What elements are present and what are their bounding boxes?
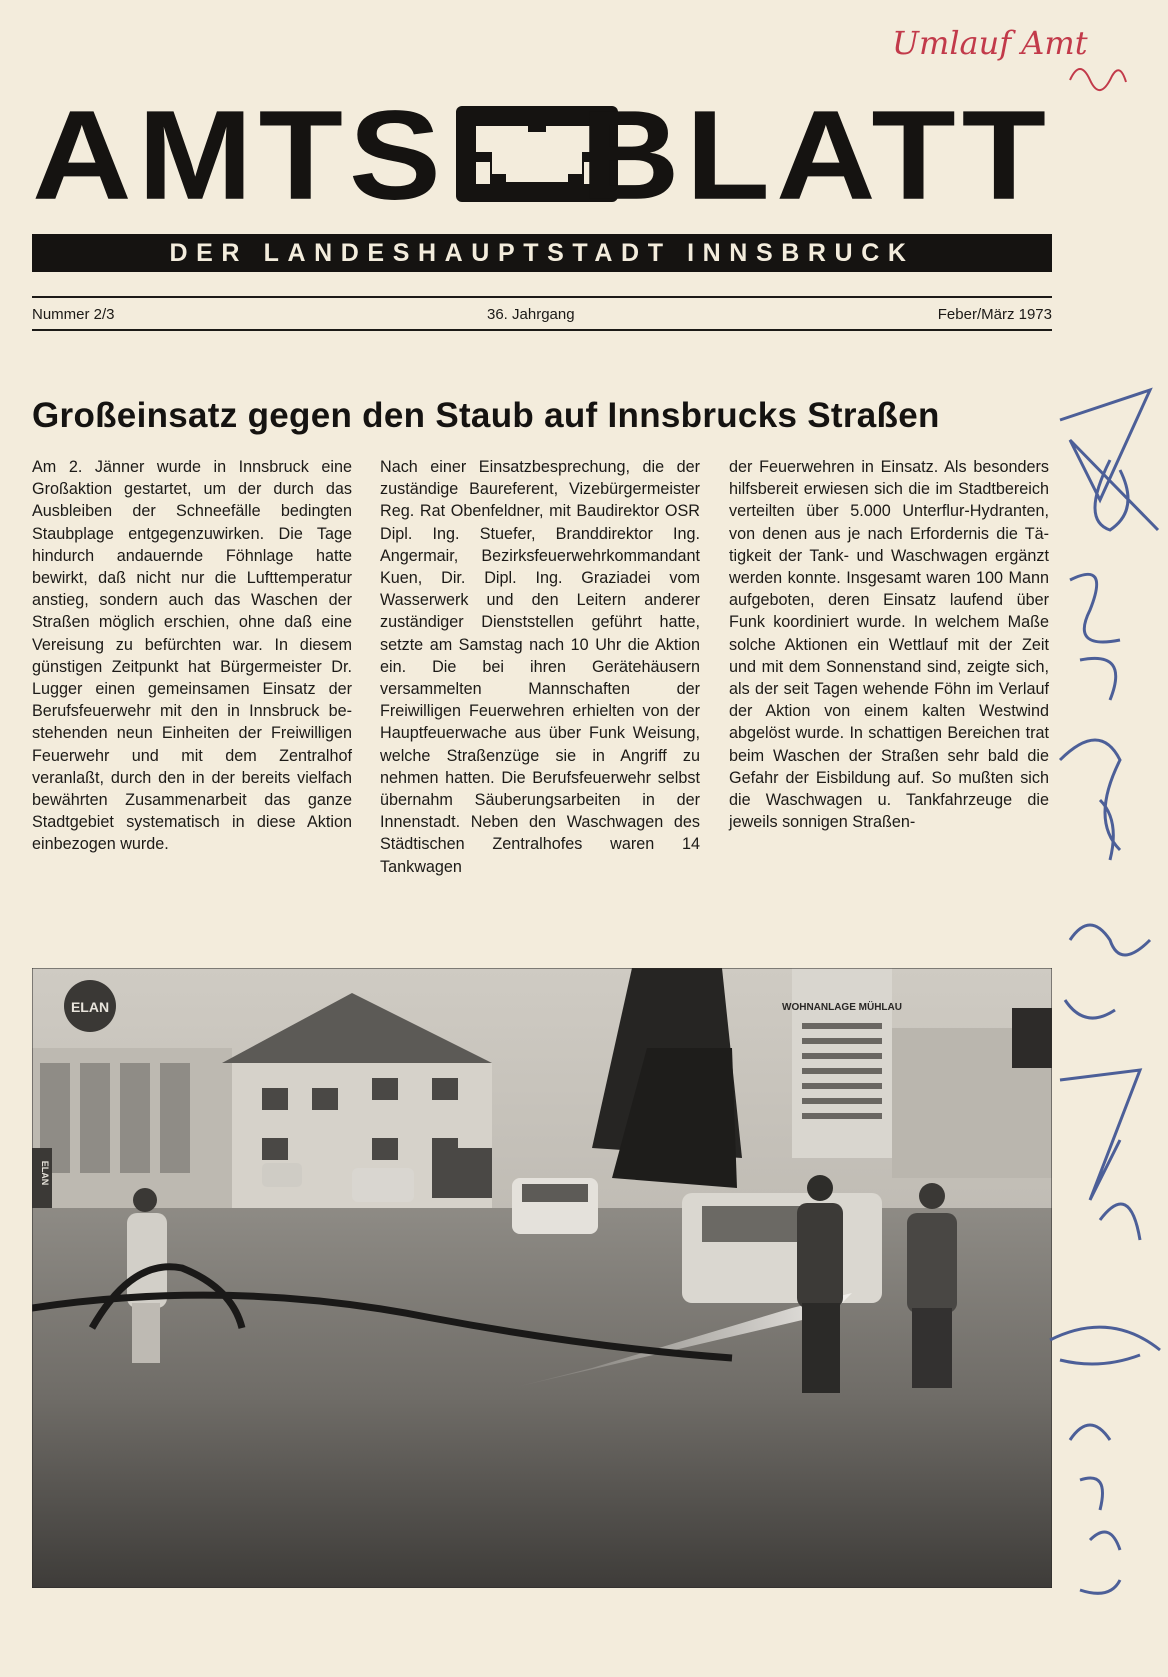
issue-year: 36. Jahrgang: [487, 306, 575, 323]
article-column-3: der Feuerwehren in Einsatz. Als besonders hilfsbereit erwiesen sich die im Stadtbereich verteilten über 5.000 Unterflur-Hydranten, von denen aus je nach Erfordernis die Tätigkeit der Tank- und Waschwagen ergänzt werden konnte. Insgesamt waren 100 Mann aufgeboten, deren Einsatz laufend über Funk koordiniert wurde. In welchem Maße solche Aktionen ein Wettlauf mit der Zeit und mit dem Sonnenstand sind, zeigte sich, als der seit Tagen wehende Föhn im Verlauf der Aktion von einem kalten Westwind abgelöst wurde. In schattigen Bereichen trat beim Waschen der Straßen sehr bald die Gefahr der Eisbildung auf. So mußten sich die Waschwagen u. Tankfahrzeuge die jeweils sonnigen Straßen-: [729, 458, 1049, 832]
article-headline: Großeinsatz gegen den Staub auf Innsbrucks Straßen: [32, 396, 940, 435]
photo-billboard-title: WOHNANLAGE MÜHLAU: [782, 1002, 902, 1013]
masthead-word-amts: AMTS: [32, 84, 447, 227]
photo-round-sign-text: ELAN: [70, 999, 110, 1015]
masthead-word-blatt: BLATT: [580, 84, 1052, 227]
issue-number: Nummer 2/3: [32, 306, 115, 323]
handwritten-umlauf-note: Umlauf Amt: [892, 24, 1088, 62]
photo-vertical-sign-text: ELAN: [40, 1160, 50, 1186]
issue-rule-bottom: [32, 329, 1052, 331]
masthead-subtitle: DER LANDESHAUPTSTADT INNSBRUCK: [32, 234, 1052, 272]
red-handwritten-note: [880, 10, 1130, 120]
street-washing-photo: [32, 968, 1052, 1588]
article-column-1: Am 2. Jänner wurde in Innsbruck eine Großaktion gestartet, um der durch das Ausbleiben der Schneefälle bedingten Staubplage entgegenzuwirken. Die Tage hindurch andauernde Föhnlage hatte bewirkt, daß nicht nur die Lufttemperatur anstieg, sondern auch das Waschen der Straßen möglich erschien, ohne daß eine Vereisung zu befürchten war. In diesem günstigen Zeitpunkt hat Bürgermeister Dr. Lugger einen gemeinsamen Einsatz der Berufsfeuerwehr mit den in Innsbruck bestehenden neun Einheiten der Freiwilligen Feuerwehr und mit dem Zentralhof veranlaßt, durch den in der bereits vielfach bewährten Zusammenarbeit das ganze Stadtgebiet systematisch in diese Aktion einbezogen wurde.: [32, 458, 352, 854]
issue-info-row: [32, 306, 1052, 326]
blue-handwritten-signatures: [1040, 380, 1168, 1640]
issue-date: Feber/März 1973: [937, 306, 1052, 323]
article-photo: [32, 968, 1052, 1588]
issue-rule-top: [32, 296, 1052, 298]
article-column-2: Nach einer Einsatzbesprechung, die der zuständige Baureferent, Vizebürgermeister Reg. Rat Obenfeldner, mit Baudirektor OSR Dipl. Ing. Stuefer, Branddirektor Ing. Angermair, Bezirksfeuerwehrkommandant Kuen, Dir. Dipl. Ing. Graziadei vom Wasserwerk und den Leitern anderer zuständiger Dienststellen geführt hatte, setzte am Samstag nach 10 Uhr die Aktion ein. Die bei ihren Gerätehäusern versammelten Mannschaften der Freiwilligen Feuerwehren erhielten von der Hauptfeuerwache aus über Funk Weisung, welche Straßenzüge sie in Angriff zu nehmen hatten. Die Berufsfeuerwehr selbst übernahm Säuberungsarbeiten in der Innenstadt. Neben den Waschwagen des Städtischen Zentralhofes waren 14 Tankwagen: [380, 458, 700, 876]
